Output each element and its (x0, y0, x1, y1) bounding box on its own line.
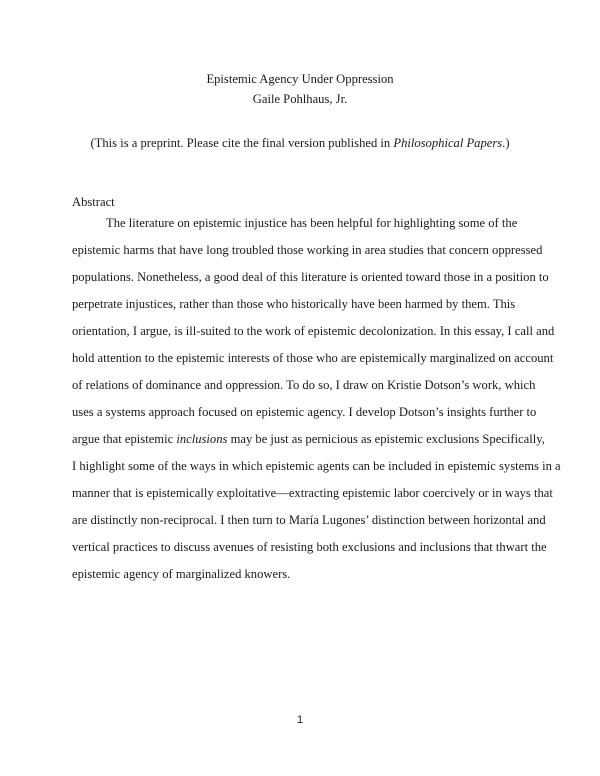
abstract-line-before: argue that epistemic (72, 432, 177, 446)
abstract-line-after: may be just as pernicious as epistemic exclusions Specifically, (227, 432, 545, 446)
abstract-line: of relations of dominance and oppression. To do so, I draw on Kristie Dotson’s work, which (72, 378, 536, 392)
emphasized-word: inclusions (176, 432, 228, 446)
abstract-line: epistemic harms that have long troubled those working in area studies that concern oppressed (72, 243, 543, 257)
abstract-line: uses a systems approach focused on epistemic agency. I develop Dotson’s insights further to (72, 405, 537, 419)
abstract-line-with-italic (72, 426, 545, 453)
abstract-line: epistemic agency of marginalized knowers. (72, 567, 291, 581)
preprint-note-prefix: (This is a preprint. Please cite the final version published in (90, 136, 394, 150)
abstract-heading: Abstract (72, 195, 115, 209)
paper-title: Epistemic Agency Under Oppression (206, 72, 394, 86)
abstract-line: The literature on epistemic injustice has been helpful for highlighting some of the (106, 216, 518, 230)
abstract-body (72, 210, 561, 588)
abstract-line: perpetrate injustices, rather than those who historically have been harmed by them. This (72, 297, 516, 311)
abstract-line: hold attention to the epistemic interests of those who are epistemically marginalized on account (72, 351, 554, 365)
abstract-line: populations. Nonetheless, a good deal of this literature is oriented toward those in a position to (72, 270, 549, 284)
abstract-line: orientation, I argue, is ill-suited to the work of epistemic decolonization. In this essay, I call and (72, 324, 555, 338)
abstract-line: I highlight some of the ways in which epistemic agents can be included in epistemic systems in a (72, 459, 561, 473)
abstract-line: manner that is epistemically exploitative—extracting epistemic labor coercively or in ways that (72, 486, 553, 500)
journal-name: Philosophical Papers (393, 136, 503, 150)
preprint-note (0, 136, 600, 151)
abstract-line: are distinctly non-reciprocal. I then turn to María Lugones’ distinction between horizontal and (72, 513, 546, 527)
author-name: Gaile Pohlhaus, Jr. (252, 92, 348, 106)
abstract-line: vertical practices to discuss avenues of resisting both exclusions and inclusions that thwart the (72, 540, 547, 554)
page-number: 1 (296, 714, 304, 726)
preprint-note-suffix: .) (502, 136, 510, 150)
